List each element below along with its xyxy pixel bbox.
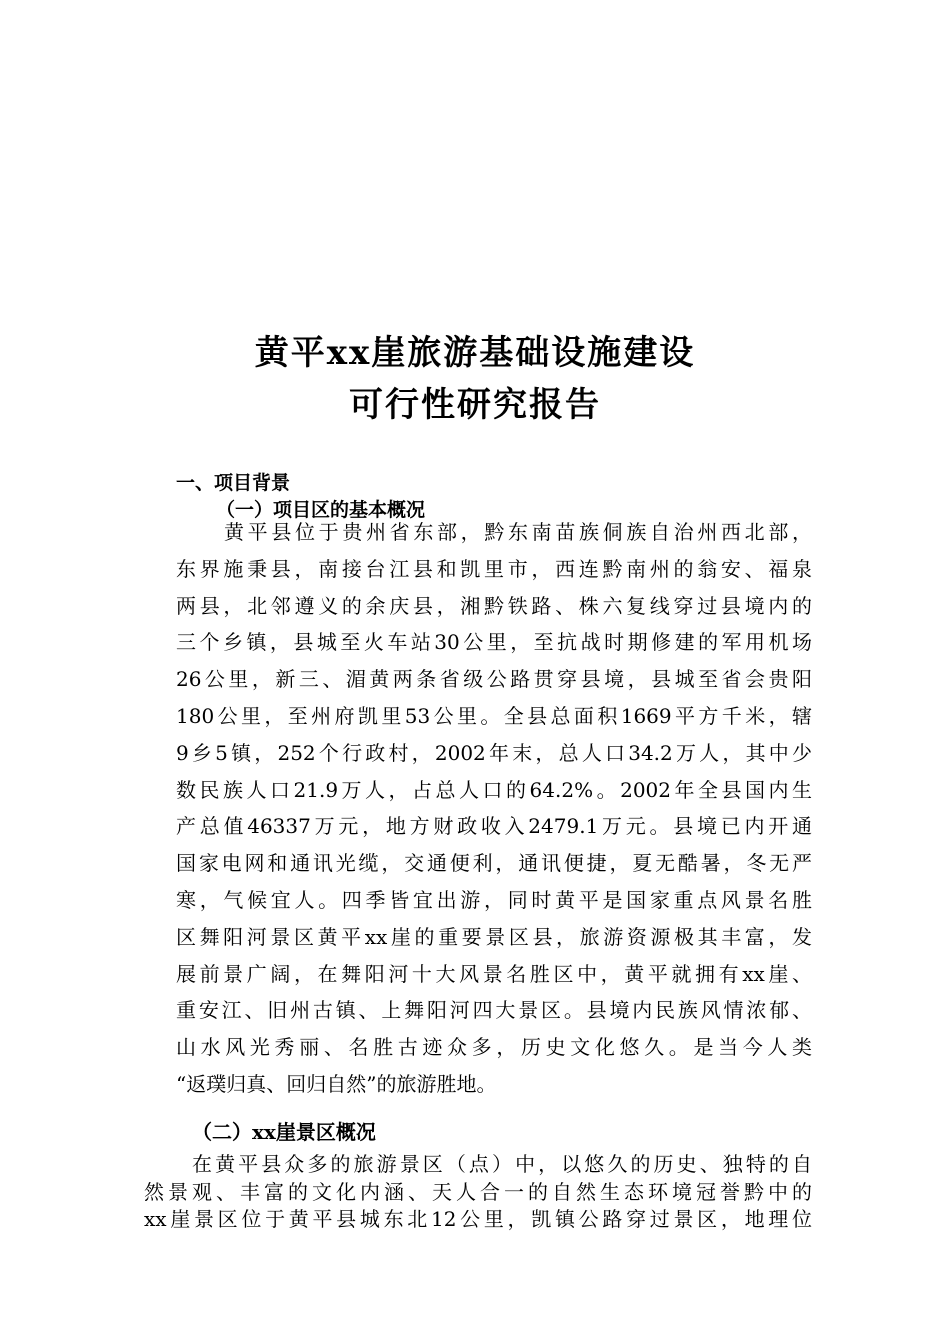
paragraph-line: 东界施秉县，南接台江县和凯里市，西连黔南州的翁安、福泉	[176, 556, 812, 581]
subsection-heading-2: （二）xx崖景区概况	[192, 1120, 376, 1144]
paragraph-line: 展前景广阔，在舞阳河十大风景名胜区中，黄平就拥有xx崖、	[176, 961, 812, 986]
paragraph-line: 山水风光秀丽、名胜古迹众多，历史文化悠久。是当今人类	[176, 1035, 812, 1060]
paragraph-line: 寒，气候宜人。四季皆宜出游，同时黄平是国家重点风景名胜	[176, 887, 812, 912]
paragraph-line: 在黄平县众多的旅游景区（点）中，以悠久的历史、独特的自	[192, 1152, 812, 1176]
title-line-1: 黄平xx崖旅游基础设施建设	[254, 333, 696, 373]
paragraph-line: 三个乡镇，县城至火车站30公里，至抗战时期修建的军用机场	[176, 630, 812, 655]
paragraph-line: 数民族人口21.9万人，占总人口的64.2%。2002年全县国内生	[176, 777, 812, 802]
title-line-2: 可行性研究报告	[349, 385, 601, 425]
paragraph-line: 两县，北邻遵义的余庆县，湘黔铁路、株六复线穿过县境内的	[176, 593, 812, 618]
paragraph-line: 26公里，新三、湄黄两条省级公路贯穿县境，县城至省会贵阳	[176, 667, 812, 692]
paragraph-line: 黄平县位于贵州省东部，黔东南苗族侗族自治州西北部，	[224, 520, 812, 544]
paragraph-line: 区舞阳河景区黄平xx崖的重要景区县，旅游资源极其丰富，发	[176, 924, 812, 949]
subsection-heading-1: （一）项目区的基本概况	[216, 499, 426, 521]
paragraph-line: “返璞归真、回归自然”的旅游胜地。	[176, 1071, 497, 1096]
paragraph-line: 国家电网和通讯光缆，交通便利，通讯便捷，夏无酷暑，冬无严	[176, 851, 812, 876]
paragraph-line: 9乡5镇，252个行政村，2002年末，总人口34.2万人，其中少	[176, 740, 812, 765]
paragraph-overview	[176, 514, 812, 1103]
paragraph-line: 重安江、旧州古镇、上舞阳河四大景区。县境内民族风情浓郁、	[176, 998, 812, 1023]
paragraph-line: 产总值46337万元，地方财政收入2479.1万元。县境已内开通	[176, 814, 812, 839]
section-heading: 一、项目背景	[176, 472, 291, 494]
paragraph-line: 180公里，至州府凯里53公里。全县总面积1669平方千米，辖	[176, 703, 812, 728]
paragraph-scenic-area	[144, 1151, 812, 1234]
paragraph-line: xx崖景区位于黄平县城东北12公里，凯镇公路穿过景区，地理位	[144, 1207, 812, 1231]
paragraph-line: 然景观、丰富的文化内涵、天人合一的自然生态环境冠誉黔中的	[144, 1179, 812, 1204]
